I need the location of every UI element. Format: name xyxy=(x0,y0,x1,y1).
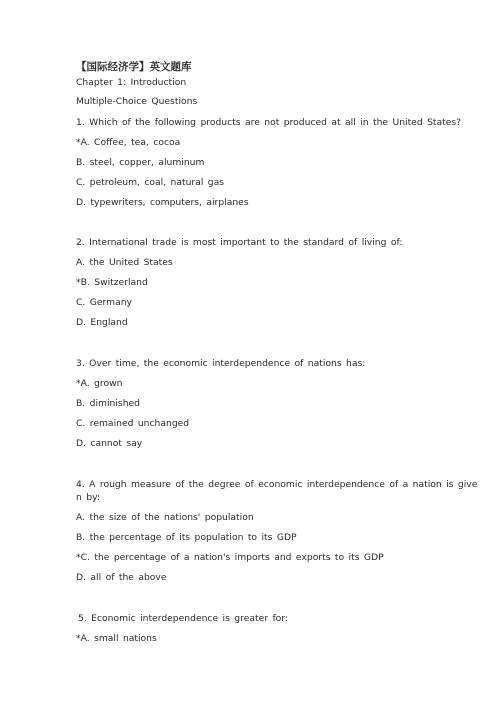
question-2-text: 2. International trade is most important to the standard of living of: xyxy=(76,237,403,248)
chapter-heading: Chapter 1: Introduction xyxy=(76,77,187,88)
question-2-option-b: *B. Switzerland xyxy=(76,277,148,288)
question-4-option-a: A. the size of the nations' population xyxy=(76,512,254,523)
question-1-option-d: D. typewriters, computers, airplanes xyxy=(76,197,249,208)
question-1-option-b: B. steel, copper, aluminum xyxy=(76,157,205,168)
question-2-option-d: D. England xyxy=(76,317,128,328)
question-2-option-c: C. Germany xyxy=(76,297,132,308)
question-3-text: 3. Over time, the economic interdependence of nations has: xyxy=(76,358,366,369)
question-4-text-line-1: 4. A rough measure of the degree of economic interdependence of a nation is give xyxy=(76,479,478,490)
question-3-option-d: D. cannot say xyxy=(76,438,143,449)
question-4-text-line-2: n by: xyxy=(76,492,100,503)
question-4-option-c: *C. the percentage of a nation's imports and exports to its GDP xyxy=(76,552,384,563)
question-1-option-a: *A. Coffee, tea, cocoa xyxy=(76,137,181,148)
question-1-option-c: C. petroleum, coal, natural gas xyxy=(76,177,225,188)
question-3-option-a: *A. grown xyxy=(76,378,123,389)
question-4-option-b: B. the percentage of its population to its GDP xyxy=(76,532,297,543)
question-5-text: 5. Economic interdependence is greater for: xyxy=(78,613,289,624)
question-2-option-a: A. the United States xyxy=(76,257,173,268)
question-1-text: 1. Which of the following products are not produced at all in the United States? xyxy=(76,117,462,128)
question-3-option-c: C. remained unchanged xyxy=(76,418,190,429)
question-3-option-b: B. diminished xyxy=(76,398,141,409)
section-heading: Multiple-Choice Questions xyxy=(76,96,198,107)
question-5-option-a: *A. small nations xyxy=(76,633,157,644)
question-4-option-d: D. all of the above xyxy=(76,572,167,583)
document-title: 【国际经济学】英文题库 xyxy=(76,61,192,73)
